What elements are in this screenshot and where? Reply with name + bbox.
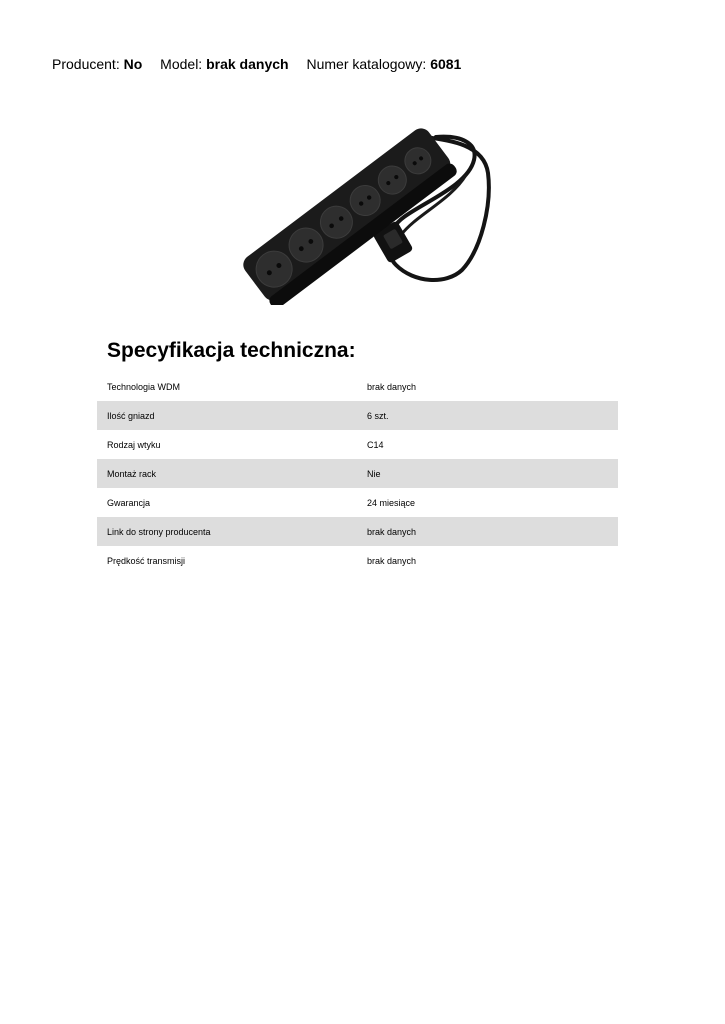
table-row [97, 401, 618, 430]
spec-key: Link do strony producenta [97, 517, 367, 546]
power-strip-image [236, 115, 498, 305]
spec-table [97, 372, 618, 575]
spec-key: Technologia WDM [107, 381, 181, 392]
spec-key: Montaż rack [97, 459, 367, 488]
spec-value: brak danych [367, 517, 618, 546]
spec-value: Nie [367, 459, 618, 488]
catalog-value: 6081 [430, 56, 462, 72]
spec-value: brak danych [367, 555, 417, 566]
catalog-label: Numer katalogowy: [306, 56, 427, 72]
catalog-field [306, 56, 461, 72]
spec-value: C14 [367, 439, 384, 450]
spec-value: 24 miesiące [367, 497, 416, 508]
spec-title: Specyfikacja techniczna: [107, 339, 356, 362]
producer-field [52, 56, 142, 72]
model-label: Model: [160, 56, 203, 72]
table-row [97, 546, 618, 575]
table-row [97, 459, 618, 488]
table-row [97, 430, 618, 459]
model-field [160, 56, 288, 72]
producer-value: No [123, 56, 143, 72]
spec-value: 6 szt. [367, 401, 618, 430]
producer-label: Producent: [52, 56, 120, 72]
spec-key: Ilość gniazd [97, 401, 367, 430]
product-header [52, 55, 475, 73]
spec-key: Rodzaj wtyku [107, 439, 161, 450]
table-row [97, 517, 618, 546]
table-row [97, 488, 618, 517]
table-row [97, 372, 618, 401]
spec-value: brak danych [367, 381, 417, 392]
spec-key: Gwarancja [107, 497, 151, 508]
spec-key: Prędkość transmisji [107, 555, 186, 566]
model-value: brak danych [206, 56, 289, 72]
